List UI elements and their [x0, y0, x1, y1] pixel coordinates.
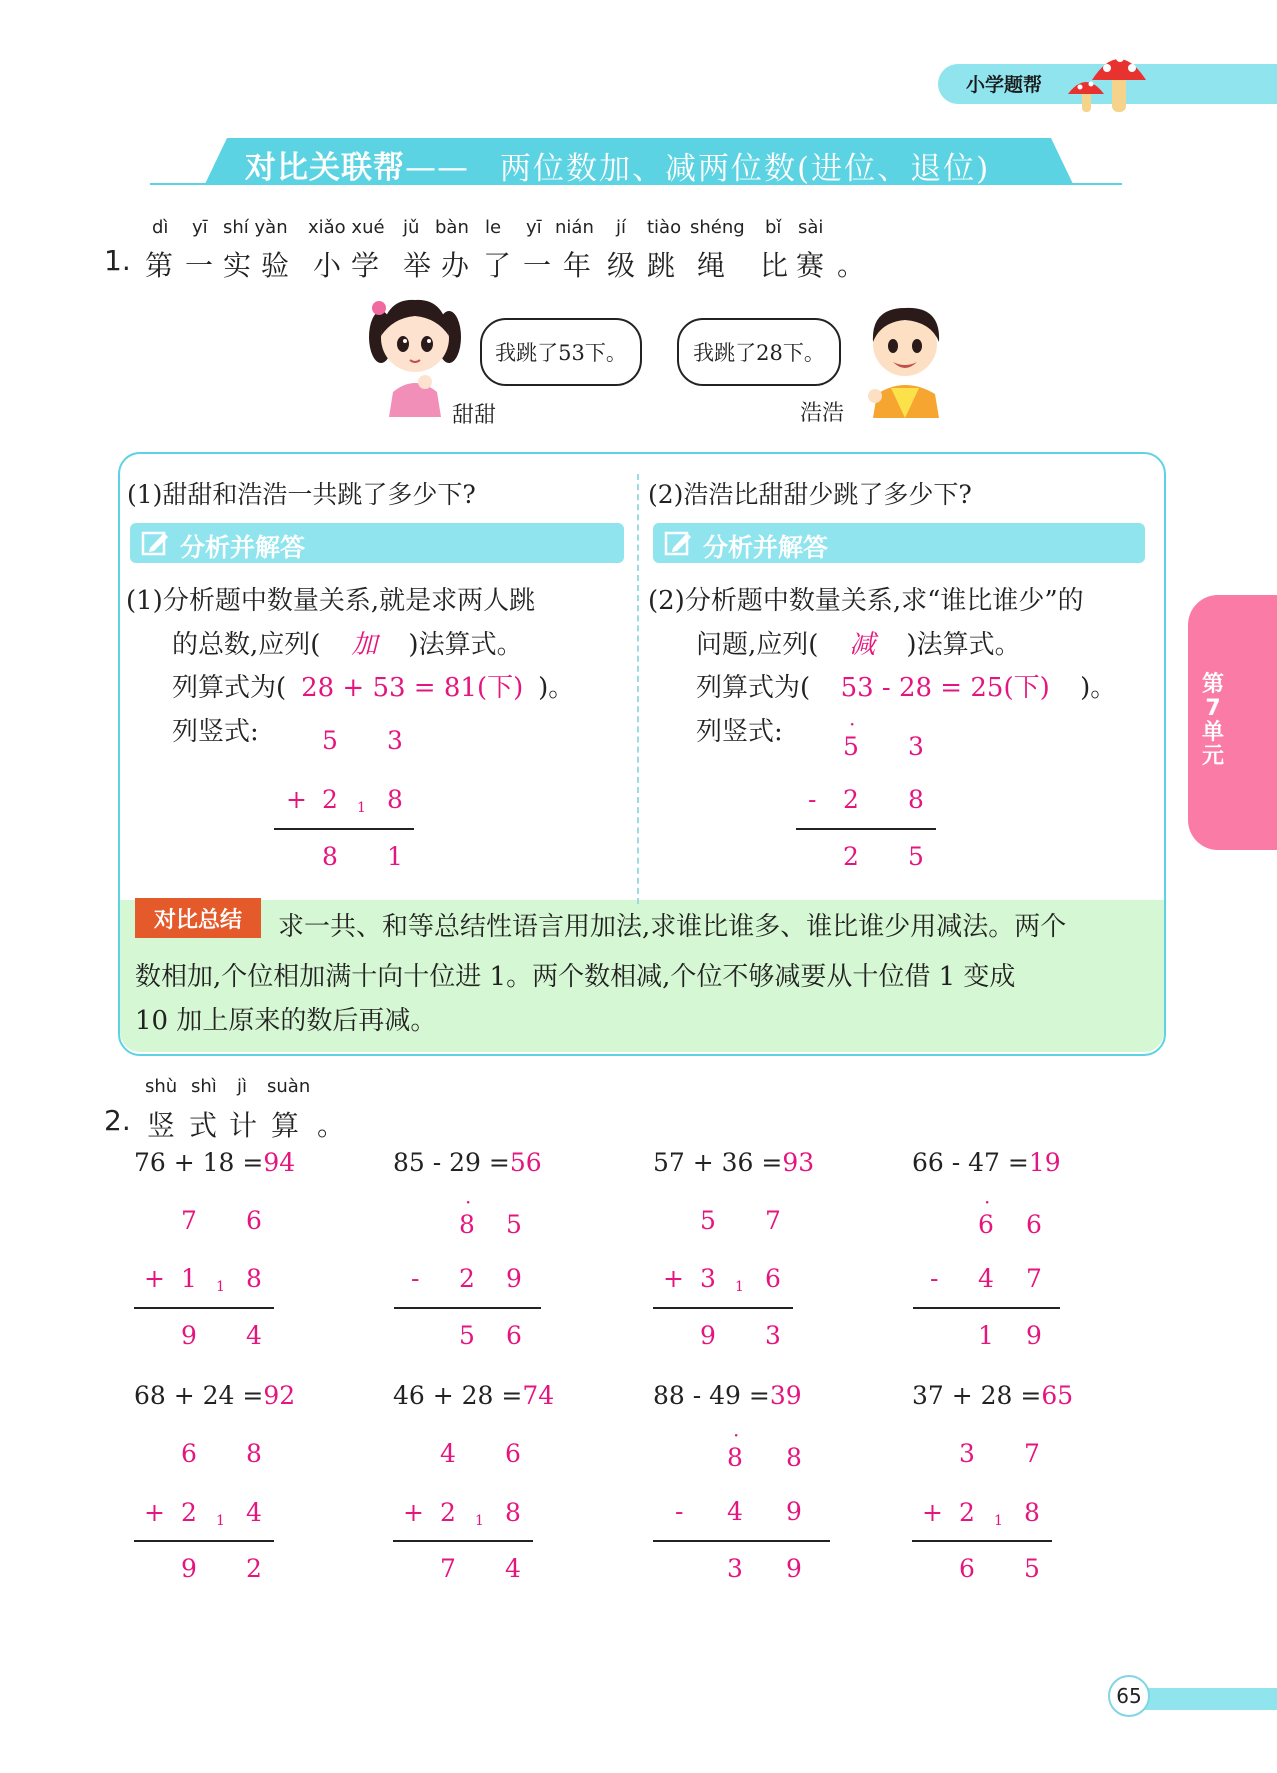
vertical-sign: +	[922, 1498, 943, 1527]
problem-expression: 68 + 24 =92	[134, 1381, 296, 1410]
problem-3	[653, 1148, 813, 1358]
vertical-digit: 6	[978, 1210, 994, 1239]
vertical-sign: -	[411, 1264, 420, 1293]
pinyin-text: bàn	[435, 217, 469, 238]
vertical-digit: 4	[727, 1497, 743, 1526]
boy-illustration	[855, 298, 955, 418]
q2-char: 。	[317, 1109, 346, 1142]
summary-line: 10 加上原来的数后再减。	[135, 1006, 437, 1036]
vertical-digit: 2	[181, 1498, 197, 1527]
vertical-digit: 3	[387, 726, 403, 755]
carry-mark: 1	[357, 800, 366, 816]
q1-char: 一	[185, 249, 214, 282]
vertical-digit: 8	[908, 785, 924, 814]
carry-mark: 1	[735, 1279, 744, 1295]
pinyin-text: shéng	[690, 217, 745, 238]
vertical-sign: +	[144, 1498, 165, 1527]
girl-illustration	[365, 292, 465, 417]
q1-number: 1.	[104, 244, 131, 277]
problem-expression: 76 + 18 =94	[134, 1148, 296, 1177]
vertical-digit: 4	[246, 1321, 262, 1350]
boy-name: 浩浩	[800, 401, 845, 426]
pinyin-text: yī	[526, 217, 542, 238]
q1-char: 举	[403, 249, 432, 282]
problem-answer: 65	[1041, 1381, 1074, 1410]
summary-badge: 对比总结	[135, 898, 261, 938]
girl-speech-bubble: 我跳了53下。	[480, 318, 642, 386]
pencil-icon	[663, 529, 693, 557]
q1-char: 实验	[223, 249, 300, 282]
answer-expression: 53 - 28 = 25(下)	[840, 673, 1050, 703]
pinyin-text: shí yàn	[223, 217, 288, 238]
vertical-digit: 5	[322, 726, 338, 755]
carry-mark: 1	[994, 1513, 1003, 1529]
girl-name: 甜甜	[452, 403, 497, 428]
vertical-sign: +	[144, 1264, 165, 1293]
vertical-digit: 7	[1024, 1439, 1040, 1468]
vertical-sign: +	[286, 785, 307, 814]
vertical-label: 列竖式:	[696, 717, 783, 747]
vertical-digit: 7	[181, 1206, 197, 1235]
pinyin-text: shù	[145, 1076, 178, 1097]
page-number: 65	[1108, 1675, 1150, 1717]
problem-answer: 39	[769, 1381, 802, 1410]
analysis-line: (1)分析题中数量关系,就是求两人跳	[126, 586, 536, 616]
problem-8	[912, 1381, 1072, 1591]
problem-answer: 74	[522, 1381, 555, 1410]
vertical-digit: 5	[1024, 1554, 1040, 1583]
vertical-digit: 6	[765, 1264, 781, 1293]
vertical-rule	[274, 828, 414, 830]
vertical-digit: 3	[908, 732, 924, 761]
vertical-rule	[796, 828, 936, 830]
vertical-sign: -	[808, 785, 817, 814]
vertical-digit: 9	[1026, 1321, 1042, 1350]
vertical-label: 列竖式:	[172, 717, 259, 747]
problem-expression: 88 - 49 =39	[653, 1381, 802, 1410]
vertical-rule	[134, 1540, 274, 1542]
vertical-rule	[912, 1540, 1052, 1542]
vertical-digit: 1	[387, 842, 403, 871]
vertical-digit: 6	[1026, 1210, 1042, 1239]
analysis-bar-1	[130, 523, 624, 563]
pinyin-text: jí	[616, 217, 627, 238]
answer-operation: 减	[849, 630, 876, 660]
section-subtitle: 两位数加、减两位数(进位、退位)	[500, 151, 991, 187]
problem-answer: 94	[263, 1148, 296, 1177]
unit-tab-label: 第7单元	[1201, 672, 1224, 769]
pinyin-text: suàn	[267, 1076, 311, 1097]
vertical-digit: 2	[459, 1264, 475, 1293]
pinyin-text: sài	[798, 217, 824, 238]
vertical-digit: 6	[505, 1439, 521, 1468]
vertical-rule	[394, 1307, 541, 1309]
vertical-digit: 7	[440, 1554, 456, 1583]
problem-expression: 85 - 29 =56	[393, 1148, 542, 1177]
q2-text	[147, 1104, 347, 1142]
vertical-digit: 4	[246, 1498, 262, 1527]
vertical-digit: 3	[727, 1554, 743, 1583]
pinyin-text: xiǎo xué	[308, 217, 385, 238]
vertical-digit: 1	[978, 1321, 994, 1350]
vertical-digit: 5	[908, 842, 924, 871]
analysis-label: 分析并解答	[180, 533, 306, 562]
pinyin-text: tiào	[647, 217, 682, 238]
analysis-line: 的总数,应列( 加 )法算式。	[172, 624, 523, 661]
borrow-dot: ·	[984, 1190, 991, 1214]
problem-answer: 19	[1028, 1148, 1061, 1177]
carry-mark: 1	[216, 1513, 225, 1529]
vertical-digit: 7	[765, 1206, 781, 1235]
pinyin-text: nián	[555, 217, 594, 238]
carry-mark: 1	[216, 1279, 225, 1295]
pinyin-text: bǐ	[765, 217, 782, 238]
problem-expression: 57 + 36 =93	[653, 1148, 815, 1177]
vertical-digit: 9	[786, 1497, 802, 1526]
vertical-digit: 6	[181, 1439, 197, 1468]
q1-char: 绳	[697, 249, 726, 282]
pencil-icon	[140, 529, 170, 557]
vertical-digit: 2	[322, 785, 338, 814]
vertical-sign: -	[930, 1264, 939, 1293]
problem-2	[393, 1148, 553, 1358]
vertical-digit: 1	[181, 1264, 197, 1293]
q1-text	[145, 244, 866, 282]
q2-number: 2.	[104, 1104, 131, 1137]
vertical-digit: 8	[246, 1439, 262, 1468]
q2-char: 算	[271, 1109, 300, 1142]
vertical-digit: 5	[506, 1210, 522, 1239]
vertical-digit: 6	[246, 1206, 262, 1235]
vertical-digit: 8	[459, 1210, 475, 1239]
q1-char: 办	[441, 249, 470, 282]
section-title: 对比关联帮——	[245, 150, 469, 186]
pinyin-text: jì	[237, 1076, 248, 1097]
vertical-digit: 7	[1026, 1264, 1042, 1293]
summary-line: 数相加,个位相加满十向十位进 1。两个数相减,个位不够减要从十位借 1 变成	[135, 962, 1016, 992]
vertical-digit: 9	[700, 1321, 716, 1350]
vertical-rule	[393, 1540, 533, 1542]
vertical-digit: 5	[843, 732, 859, 761]
analysis-label: 分析并解答	[703, 533, 829, 562]
q2-char: 计	[229, 1109, 258, 1142]
q1-char: 年	[563, 249, 592, 282]
vertical-rule	[134, 1307, 274, 1309]
vertical-digit: 8	[387, 785, 403, 814]
problem-7	[653, 1381, 833, 1591]
boy-speech-bubble: 我跳了28下。	[677, 318, 841, 386]
analysis-line: (2)分析题中数量关系,求“谁比谁少”的	[648, 586, 1084, 616]
q2-char: 竖	[147, 1109, 176, 1142]
vertical-digit: 3	[959, 1439, 975, 1468]
vertical-digit: 8	[1024, 1498, 1040, 1527]
q1-char: 级	[607, 249, 636, 282]
problem-answer: 93	[782, 1148, 815, 1177]
vertical-rule	[653, 1307, 793, 1309]
vertical-digit: 6	[959, 1554, 975, 1583]
vertical-digit: 5	[459, 1321, 475, 1350]
brand-name: 小学题帮	[966, 74, 1043, 96]
vertical-digit: 4	[440, 1439, 456, 1468]
summary-line: 求一共、和等总结性语言用加法,求谁比谁多、谁比谁少用减法。两个	[278, 912, 1067, 942]
vertical-digit: 8	[246, 1264, 262, 1293]
problem-expression: 46 + 28 =74	[393, 1381, 555, 1410]
mushroom-icon	[1062, 44, 1152, 114]
q1-char: 比赛	[760, 249, 833, 282]
problem-5	[134, 1381, 294, 1591]
analysis-line: 列算式为( 53 - 28 = 25(下) )。	[696, 667, 1116, 704]
q2-pinyin	[145, 1076, 345, 1098]
vertical-digit: 2	[843, 842, 859, 871]
vertical-digit: 2	[440, 1498, 456, 1527]
vertical-digit: 2	[246, 1554, 262, 1583]
answer-expression: 28 + 53 = 81(下)	[301, 673, 524, 703]
analysis-bar-2	[653, 523, 1145, 563]
q1-char: 小学	[313, 249, 390, 282]
borrow-dot: ·	[849, 712, 856, 736]
vertical-rule	[913, 1307, 1060, 1309]
vertical-digit: 9	[181, 1554, 197, 1583]
problem-6	[393, 1381, 553, 1591]
vertical-digit: 8	[505, 1498, 521, 1527]
analysis-line: 列算式为( 28 + 53 = 81(下) )。	[172, 667, 574, 704]
pinyin-text: dì	[152, 217, 169, 238]
sub-question-2: (2)浩浩比甜甜少跳了多少下?	[648, 480, 972, 509]
vertical-digit: 8	[786, 1443, 802, 1472]
vertical-sign: -	[675, 1497, 684, 1526]
borrow-dot: ·	[733, 1423, 740, 1447]
pinyin-text: shì	[191, 1076, 217, 1097]
vertical-digit: 6	[506, 1321, 522, 1350]
problem-expression: 66 - 47 =19	[912, 1148, 1061, 1177]
q1-char: 第	[145, 249, 174, 282]
problem-answer: 92	[263, 1381, 296, 1410]
q1-char: 。	[837, 249, 866, 282]
q1-char: 一	[523, 249, 552, 282]
vertical-digit: 2	[959, 1498, 975, 1527]
vertical-digit: 4	[505, 1554, 521, 1583]
vertical-sign: +	[663, 1264, 684, 1293]
vertical-digit: 5	[700, 1206, 716, 1235]
problem-4	[912, 1148, 1072, 1358]
borrow-dot: ·	[465, 1190, 472, 1214]
sub-question-1: (1)甜甜和浩浩一共跳了多少下?	[127, 480, 476, 509]
vertical-sign: +	[403, 1498, 424, 1527]
vertical-digit: 8	[322, 842, 338, 871]
answer-operation: 加	[351, 630, 378, 660]
q1-pinyin	[150, 217, 870, 239]
q1-char: 了	[483, 249, 512, 282]
vertical-digit: 2	[843, 785, 859, 814]
pinyin-text: jǔ	[403, 217, 420, 238]
vertical-digit: 9	[786, 1554, 802, 1583]
q1-char: 跳	[647, 249, 676, 282]
carry-mark: 1	[475, 1513, 484, 1529]
vertical-digit: 9	[181, 1321, 197, 1350]
panel-divider	[637, 474, 639, 904]
q2-char: 式	[189, 1109, 218, 1142]
analysis-line: 问题,应列( 减 )法算式。	[696, 624, 1021, 661]
problem-1	[134, 1148, 294, 1358]
pinyin-text: le	[485, 217, 502, 238]
vertical-digit: 3	[765, 1321, 781, 1350]
vertical-digit: 8	[727, 1443, 743, 1472]
problem-answer: 56	[509, 1148, 542, 1177]
vertical-rule	[653, 1540, 830, 1542]
vertical-digit: 4	[978, 1264, 994, 1293]
vertical-digit: 3	[700, 1264, 716, 1293]
vertical-digit: 9	[506, 1264, 522, 1293]
pinyin-text: yī	[192, 217, 208, 238]
problem-expression: 37 + 28 =65	[912, 1381, 1074, 1410]
